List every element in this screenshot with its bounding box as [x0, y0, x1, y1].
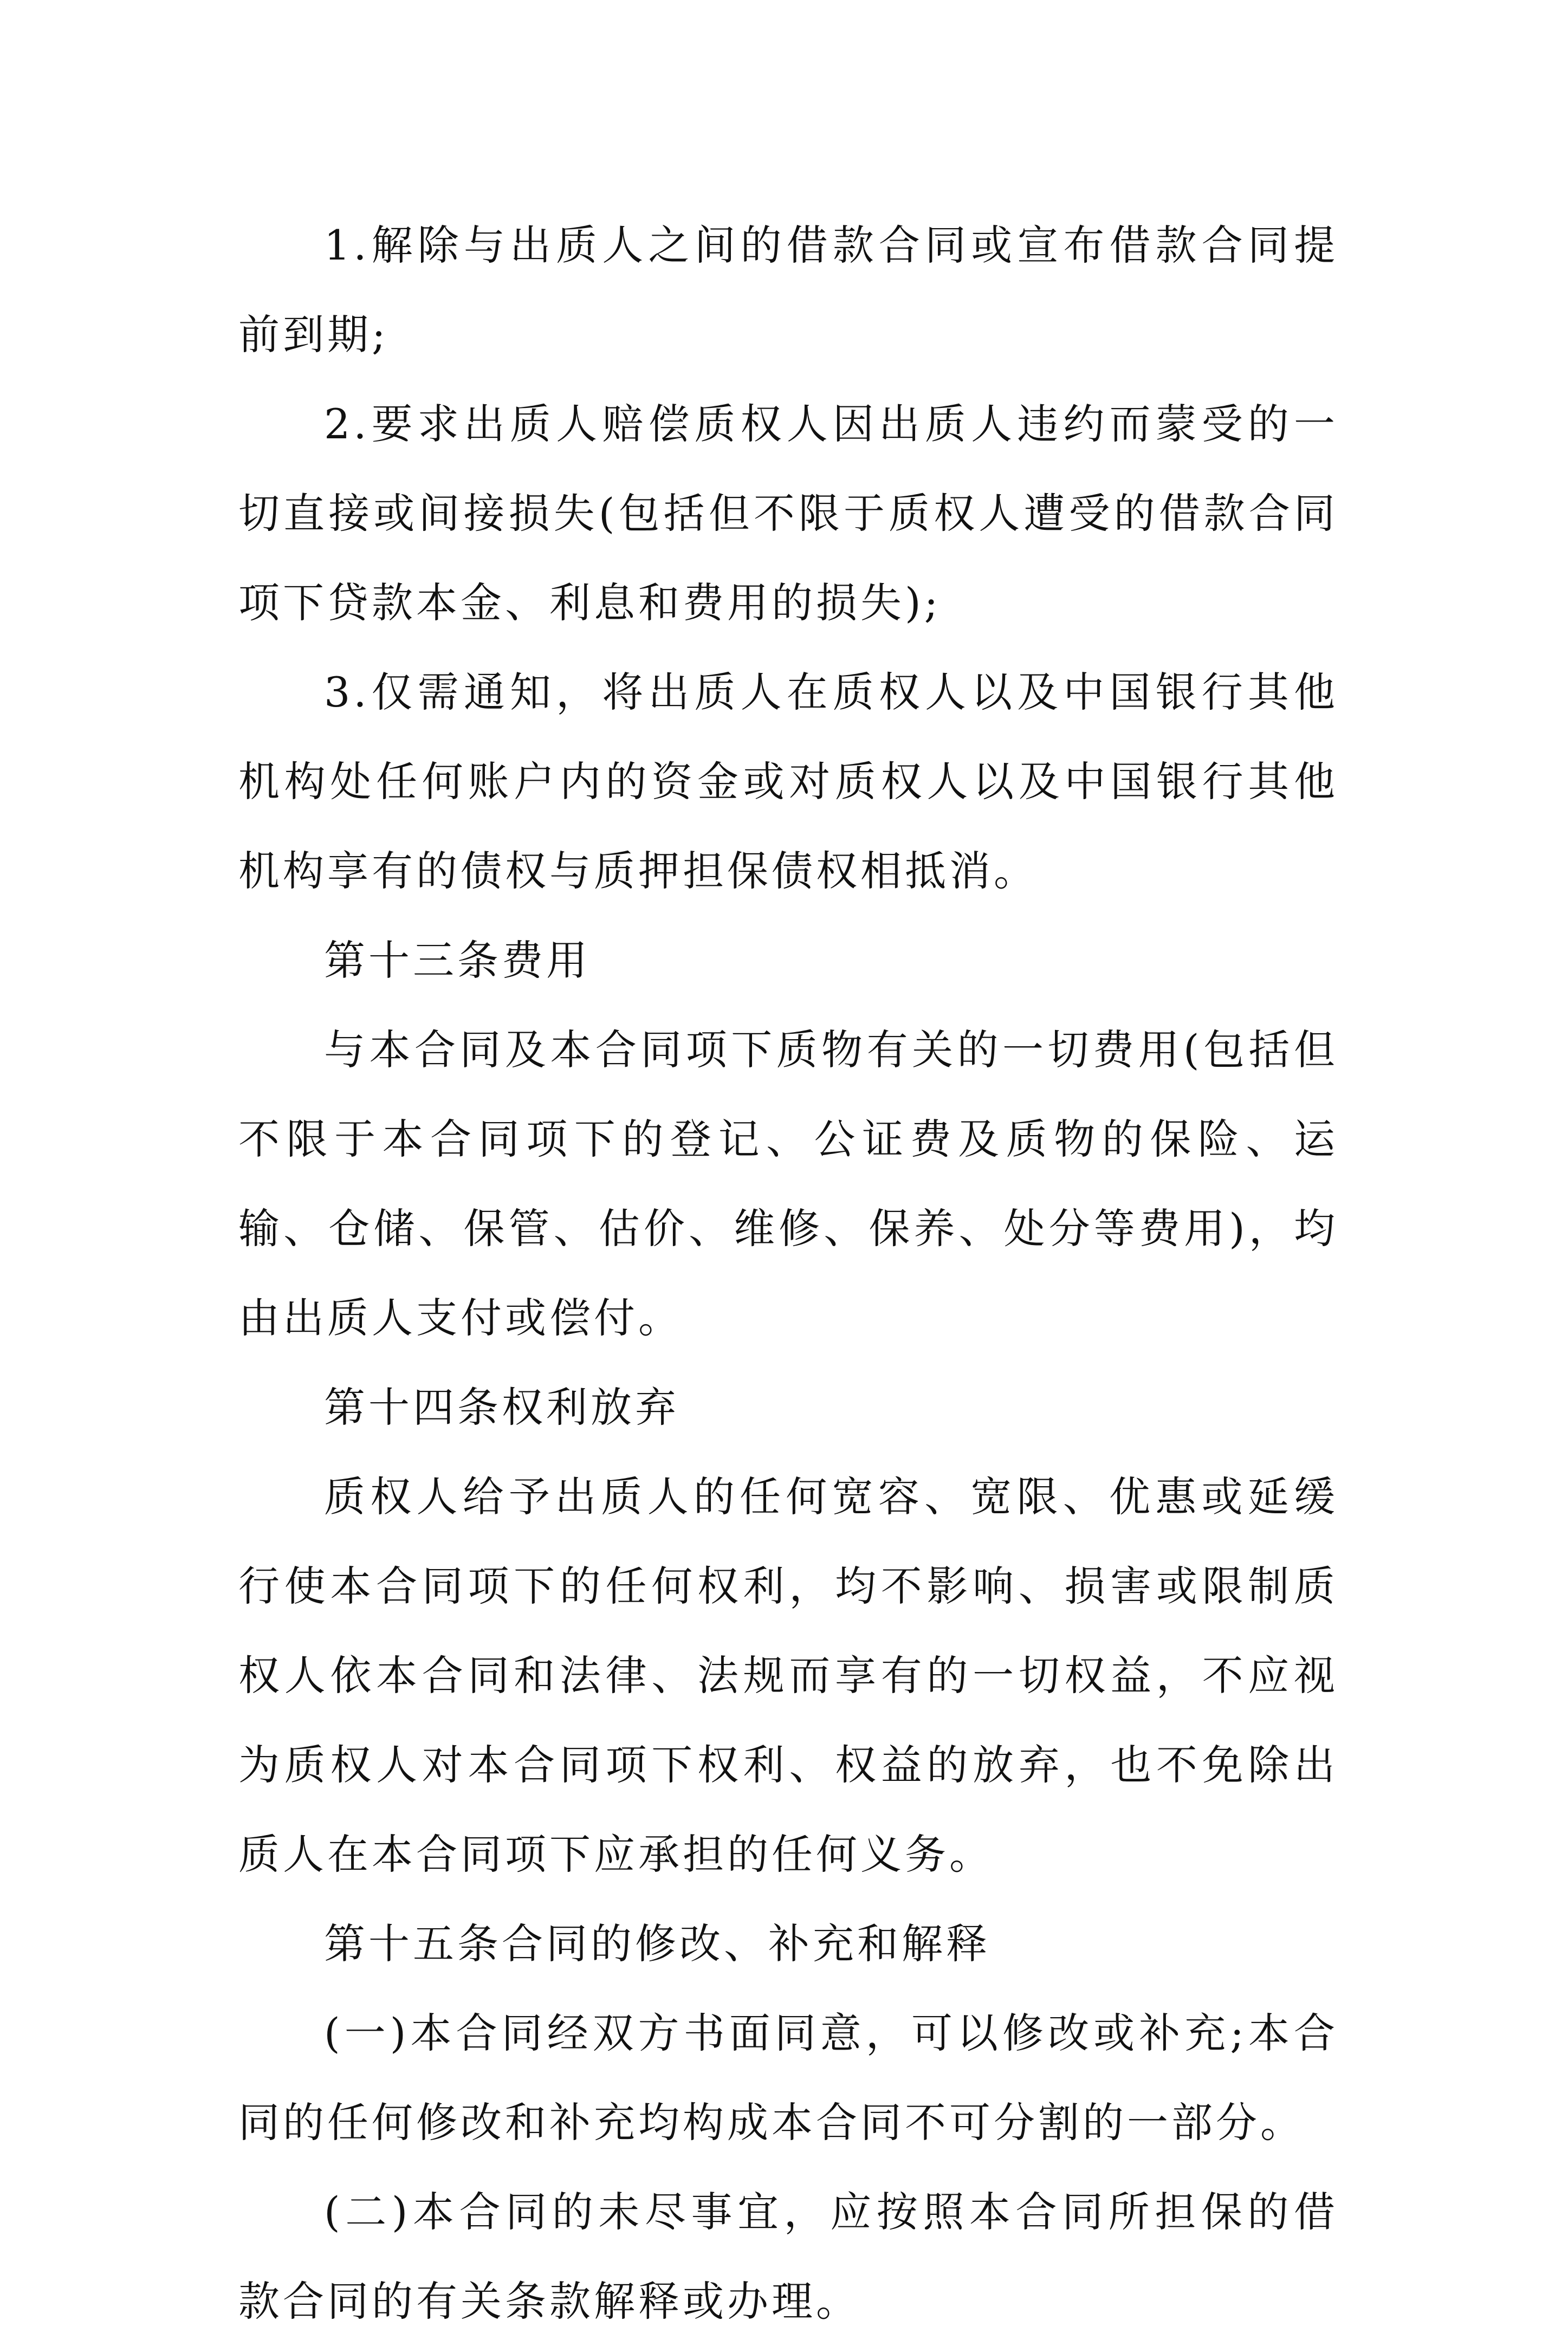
article-13-heading: 第十三条费用 [324, 936, 591, 984]
article-15-heading: 第十五条合同的修改、补充和解释 [324, 1920, 990, 1968]
article-14-body: 质权人给予出质人的任何宽容、宽限、优惠或延缓行使本合同项下的任何权利，均不影响、损害或限制质权人依本合同和法律、法规而享有的一切权益，不应视为质权人对本合同项下权利、权益的放弃，也不免除出质人在本合同项下应承担的任何义务。 [238, 1473, 1338, 1878]
article-15-item-2: (二)本合同的未尽事宜，应按照本合同所担保的借款合同的有关条款解释或办理。 [238, 2188, 1338, 2325]
clause-item-2: 2.要求出质人赔偿质权人因出质人违约而蒙受的一切直接或间接损失(包括但不限于质权人遭受的借款合同项下贷款本金、利息和费用的损失); [238, 400, 1338, 627]
clause-item-3: 3.仅需通知，将出质人在质权人以及中国银行其他机构处任何账户内的资金或对质权人以及中国银行其他机构享有的债权与质押担保债权相抵消。 [238, 668, 1338, 895]
article-13-body: 与本合同及本合同项下质物有关的一切费用(包括但不限于本合同项下的登记、公证费及质物的保险、运输、仓储、保管、估价、维修、保养、处分等费用)，均由出质人支付或偿付。 [238, 1026, 1338, 1342]
clause-item-1: 1.解除与出质人之间的借款合同或宣布借款合同提前到期; [238, 221, 1338, 359]
article-15-item-1: (一)本合同经双方书面同意，可以修改或补充;本合同的任何修改和补充均构成本合同不可分割的一部分。 [238, 2009, 1338, 2147]
document-body [238, 200, 1338, 2346]
article-14-heading: 第十四条权利放弃 [324, 1383, 679, 1431]
